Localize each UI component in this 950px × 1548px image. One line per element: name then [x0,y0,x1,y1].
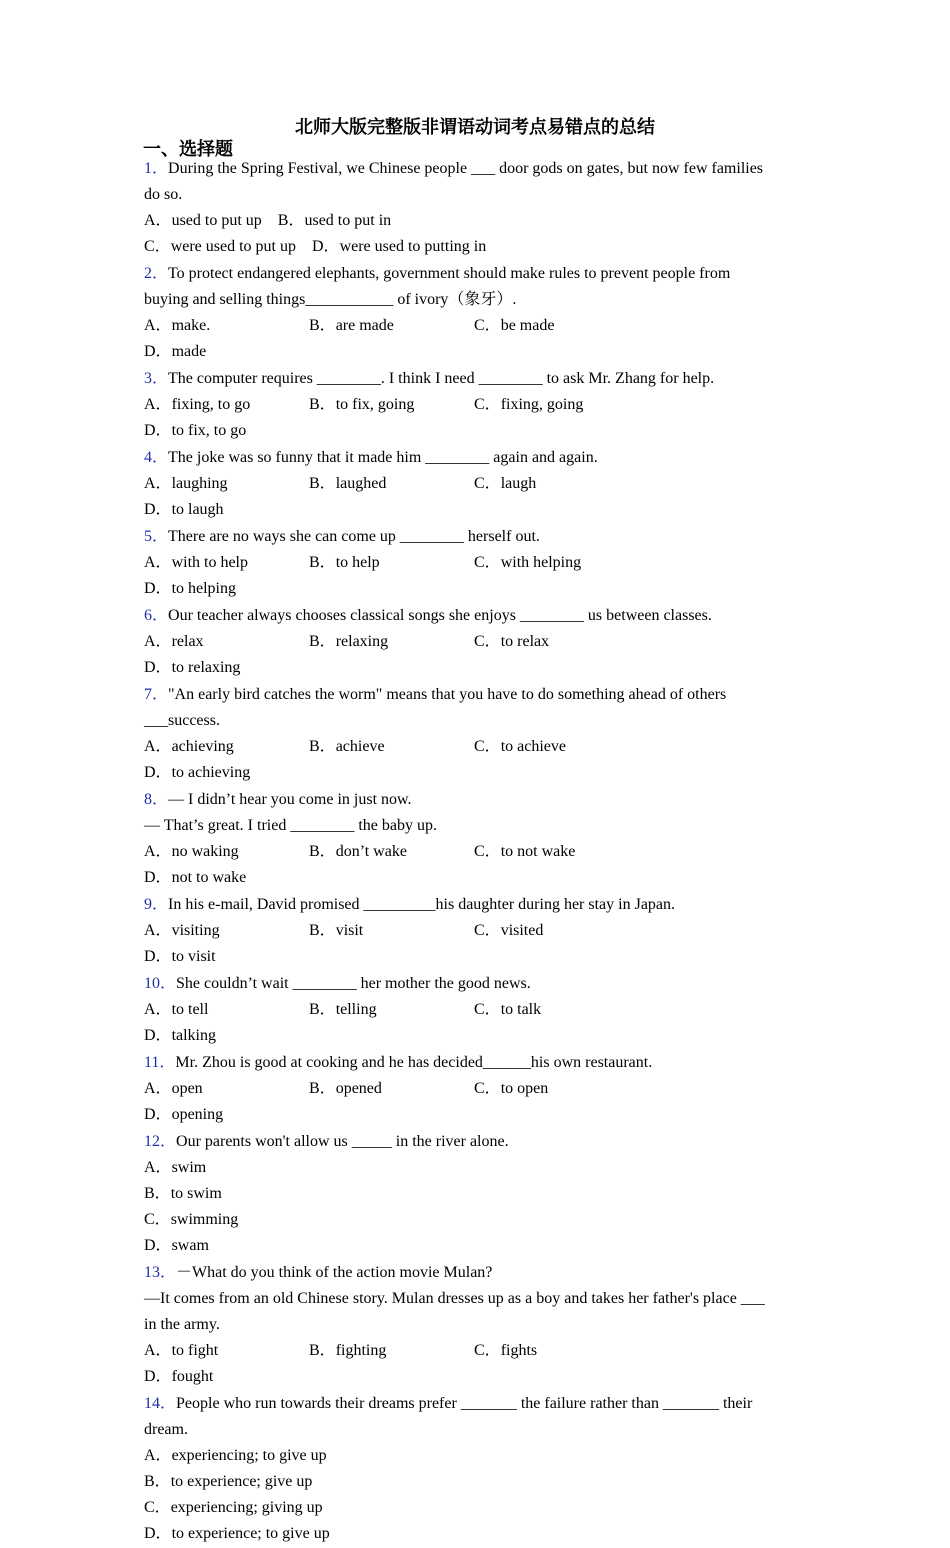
question-stem-continued [144,287,794,313]
option-letter: C． [144,1211,171,1228]
option-letter: B． [309,475,336,492]
option-text: swimming [170,1211,239,1228]
answer-option[interactable] [144,1233,794,1259]
options-row [144,234,794,260]
option-text: to relax [500,633,550,650]
option-text: opening [171,1106,224,1123]
option-letter: A． [144,633,172,650]
question-8 [144,787,794,891]
option-letter: C． [474,633,501,650]
question-text: In his e-mail, David promised _________his daughter during her stay in Japan. [168,896,676,913]
option-letter: B． [309,396,336,413]
answer-option[interactable] [144,418,309,444]
question-stem [144,1260,794,1286]
answer-option[interactable] [309,471,474,497]
question-stem [144,603,794,629]
question-text: Our parents won't allow us _____ in the river alone. [176,1133,509,1150]
answer-option[interactable] [144,313,309,339]
option-letter: A． [144,554,172,571]
option-letter: D． [144,869,172,886]
question-text: The joke was so funny that it made him ________ again and again. [168,449,598,466]
answer-option[interactable] [309,918,474,944]
question-text: in the army. [144,1316,220,1333]
option-text: visited [500,922,544,939]
option-letter: C． [474,475,501,492]
question-text: Our teacher always chooses classical songs she enjoys ________ us between classes. [168,607,712,624]
question-stem-continued [144,813,794,839]
option-letter: D． [144,948,172,965]
question-stem-continued [144,1286,794,1312]
question-number: 6． [144,607,169,624]
question-text: To protect endangered elephants, government should make rules to prevent people from [168,265,731,282]
option-text: fighting [335,1342,387,1359]
answer-option[interactable] [309,1076,474,1102]
option-letter: B． [309,1001,336,1018]
question-stem [144,682,794,708]
question-14 [144,1391,794,1547]
option-text: fixing, to go [171,396,251,413]
answer-option[interactable] [474,629,639,655]
option-text: to swim [170,1185,222,1202]
option-text: to fix, to go [171,422,247,439]
answer-option[interactable] [474,471,639,497]
question-stem [144,971,794,997]
option-letter: A． [144,475,172,492]
answer-option[interactable] [474,392,639,418]
question-2 [144,261,794,365]
section-heading: 一、选择题 [143,139,233,159]
option-text: telling [335,1001,377,1018]
option-text: to not wake [500,843,576,860]
option-text: no waking [171,843,239,860]
option-letter: A． [144,1080,172,1097]
question-stem [144,1129,794,1155]
answer-option[interactable] [144,760,309,786]
option-text: not to wake [171,869,247,886]
question-stem [144,1391,794,1417]
answer-option[interactable] [144,471,309,497]
options-row [144,1155,794,1259]
option-text: fights [500,1342,538,1359]
option-text: make. [171,317,211,334]
question-text: —It comes from an old Chinese story. Mulan dresses up as a boy and takes her father's place ___ [144,1290,765,1307]
option-text: achieving [171,738,234,755]
option-text: with to help [171,554,248,571]
question-number: 9． [144,896,169,913]
question-number: 1． [144,160,169,177]
option-text: used to put in [304,212,392,229]
option-letter: B． [309,922,336,939]
answer-option[interactable] [144,1521,475,1547]
answer-option[interactable] [309,313,474,339]
options-row [144,1443,794,1547]
answer-option[interactable] [474,918,639,944]
question-number: 2． [144,265,169,282]
question-number: 7． [144,686,169,703]
answer-option[interactable] [144,1338,309,1364]
question-number: 11． [144,1054,176,1071]
option-text: were used to put up [170,238,296,255]
answer-option[interactable] [144,234,296,260]
question-stem [144,524,794,550]
answer-option[interactable] [312,234,486,260]
option-letter: C． [474,922,501,939]
option-text: are made [335,317,394,334]
option-text: be made [500,317,555,334]
question-stem [144,1050,794,1076]
option-text: to fight [171,1342,219,1359]
option-text: visiting [171,922,220,939]
option-letter: D． [144,1027,172,1044]
question-1 [144,156,794,260]
option-letter: B． [309,1342,336,1359]
answer-option[interactable] [309,997,474,1023]
answer-option[interactable] [474,1076,639,1102]
answer-option[interactable] [144,734,309,760]
option-text: with helping [500,554,582,571]
question-10 [144,971,794,1049]
option-letter: B． [144,1473,171,1490]
option-text: to experience; give up [170,1473,313,1490]
option-letter: D． [144,1368,172,1385]
answer-option[interactable] [474,997,639,1023]
answer-option[interactable] [144,1181,794,1207]
option-letter: B． [144,1185,171,1202]
question-stem [144,892,794,918]
option-text: to talk [500,1001,542,1018]
option-letter: A． [144,922,172,939]
option-letter: A． [144,1159,172,1176]
option-letter: C． [474,554,501,571]
option-text: achieve [335,738,385,755]
option-letter: A． [144,317,172,334]
answer-option[interactable] [144,576,309,602]
option-letter: D． [144,1237,172,1254]
question-text: There are no ways she can come up ________ herself out. [168,528,540,545]
option-text: to tell [171,1001,209,1018]
answer-option[interactable] [144,1076,309,1102]
question-stem-continued [144,1312,794,1338]
question-number: 8． [144,791,169,808]
answer-option[interactable] [309,734,474,760]
question-number: 12． [144,1133,177,1150]
question-text: "An early bird catches the worm" means that you have to do something ahead of others [168,686,727,703]
question-5 [144,524,794,602]
question-number: 13． [144,1264,177,1281]
option-text: laughing [171,475,228,492]
question-list [144,156,794,1548]
answer-option[interactable] [144,1469,475,1495]
option-letter: A． [144,396,172,413]
option-text: laughed [335,475,387,492]
option-letter: C． [474,843,501,860]
option-letter: A． [144,212,172,229]
options-row [144,629,794,681]
option-text: to open [500,1080,549,1097]
option-letter: C． [474,738,501,755]
option-text: experiencing; giving up [170,1499,323,1516]
option-letter: B． [309,1080,336,1097]
question-text: — That’s great. I tried ________ the baby up. [144,817,437,834]
option-letter: C． [474,1001,501,1018]
option-letter: B． [309,317,336,334]
options-row [144,550,794,602]
question-number: 4． [144,449,169,466]
option-letter: C． [474,317,501,334]
option-letter: C． [144,238,171,255]
option-text: visit [335,922,364,939]
option-text: to help [335,554,380,571]
question-stem [144,445,794,471]
answer-option[interactable] [144,392,309,418]
option-letter: D． [312,238,340,255]
option-letter: D． [144,580,172,597]
question-stem [144,787,794,813]
option-letter: A． [144,1001,172,1018]
question-stem [144,156,794,182]
question-stem-continued [144,708,794,734]
answer-option[interactable] [144,944,309,970]
answer-option[interactable] [144,1207,794,1233]
answer-option[interactable] [144,497,309,523]
option-text: fought [171,1368,214,1385]
answer-option[interactable] [144,1155,794,1181]
question-text: Mr. Zhou is good at cooking and he has decided______his own restaurant. [175,1054,653,1071]
question-stem-continued [144,182,794,208]
answer-option[interactable] [309,550,474,576]
options-row [144,734,794,786]
option-letter: D． [144,343,172,360]
question-11 [144,1050,794,1128]
option-letter: D． [144,501,172,518]
option-letter: B． [309,738,336,755]
option-letter: B． [309,633,336,650]
option-text: to helping [171,580,236,597]
option-letter: C． [474,1080,501,1097]
option-text: to visit [171,948,216,965]
option-text: don’t wake [335,843,407,860]
option-letter: C． [474,396,501,413]
option-text: open [171,1080,203,1097]
option-text: swam [171,1237,209,1254]
answer-option[interactable] [144,629,309,655]
option-letter: D． [144,1525,172,1542]
question-text: ___success. [144,712,220,729]
answer-option[interactable] [144,997,309,1023]
option-text: to fix, going [335,396,415,413]
answer-option[interactable] [474,734,639,760]
option-letter: D． [144,422,172,439]
option-letter: B． [309,554,336,571]
question-text: －What do you think of the action movie Mulan? [176,1264,493,1281]
options-row [144,208,794,234]
question-text: do so. [144,186,183,203]
options-row [144,471,794,523]
question-stem [144,261,794,287]
answer-option[interactable] [144,1443,475,1469]
options-row [144,997,794,1049]
answer-option[interactable] [278,208,391,234]
answer-option[interactable] [144,208,262,234]
answer-option[interactable] [144,839,309,865]
question-text: During the Spring Festival, we Chinese people ___ door gods on gates, but now few families [168,160,764,177]
option-letter: A． [144,738,172,755]
question-stem [144,366,794,392]
question-stem-continued [144,1417,794,1443]
question-number: 14． [144,1395,177,1412]
option-text: swim [171,1159,207,1176]
question-3 [144,366,794,444]
option-text: were used to putting in [339,238,487,255]
option-text: to laugh [171,501,224,518]
question-4 [144,445,794,523]
option-letter: C． [144,1499,171,1516]
question-13 [144,1260,794,1390]
answer-option[interactable] [474,313,639,339]
option-letter: A． [144,843,172,860]
answer-option[interactable] [309,839,474,865]
answer-option[interactable] [474,839,639,865]
option-letter: D． [144,764,172,781]
answer-option[interactable] [144,865,309,891]
answer-option[interactable] [474,1338,639,1364]
option-letter: D． [144,1106,172,1123]
question-12 [144,1129,794,1259]
option-letter: B． [309,843,336,860]
answer-option[interactable] [309,392,474,418]
option-text: talking [171,1027,216,1044]
question-9 [144,892,794,970]
option-text: experiencing; to give up [171,1447,327,1464]
option-letter: A． [144,1342,172,1359]
question-text: People who run towards their dreams prefer _______ the failure rather than _______ their [176,1395,753,1412]
question-6 [144,603,794,681]
option-letter: D． [144,659,172,676]
answer-option[interactable] [144,918,309,944]
question-text: The computer requires ________. I think I need ________ to ask Mr. Zhang for help. [168,370,715,387]
options-row [144,1338,794,1390]
option-text: laugh [500,475,537,492]
answer-option[interactable] [144,550,309,576]
option-letter: A． [144,1447,172,1464]
question-text: dream. [144,1421,188,1438]
option-letter: B． [277,212,305,229]
option-text: opened [335,1080,382,1097]
answer-option[interactable] [309,1338,474,1364]
options-row [144,392,794,444]
answer-option[interactable] [144,1102,309,1128]
question-text: — I didn’t hear you come in just now. [168,791,412,808]
option-text: used to put up [171,212,262,229]
option-letter: C． [474,1342,501,1359]
answer-option[interactable] [474,550,639,576]
question-number: 3． [144,370,169,387]
answer-option[interactable] [144,1023,309,1049]
question-number: 5． [144,528,169,545]
option-text: relaxing [335,633,389,650]
answer-option[interactable] [144,339,309,365]
option-text: to achieving [171,764,251,781]
option-text: to experience; to give up [171,1525,330,1542]
option-text: made [171,343,207,360]
answer-option[interactable] [309,629,474,655]
answer-option[interactable] [144,1495,475,1521]
options-row [144,1076,794,1128]
option-text: to relaxing [171,659,241,676]
answer-option[interactable] [144,655,309,681]
question-text: She couldn’t wait ________ her mother the good news. [176,975,531,992]
options-row [144,839,794,891]
options-row [144,313,794,365]
options-row [144,918,794,970]
option-text: fixing, going [500,396,584,413]
page-title: 北师大版完整版非谓语动词考点易错点的总结 [295,117,655,137]
option-text: relax [171,633,204,650]
question-7 [144,682,794,786]
option-text: to achieve [500,738,566,755]
answer-option[interactable] [144,1364,309,1390]
question-text: buying and selling things___________ of ivory（象牙）. [144,291,517,308]
question-number: 10． [144,975,177,992]
